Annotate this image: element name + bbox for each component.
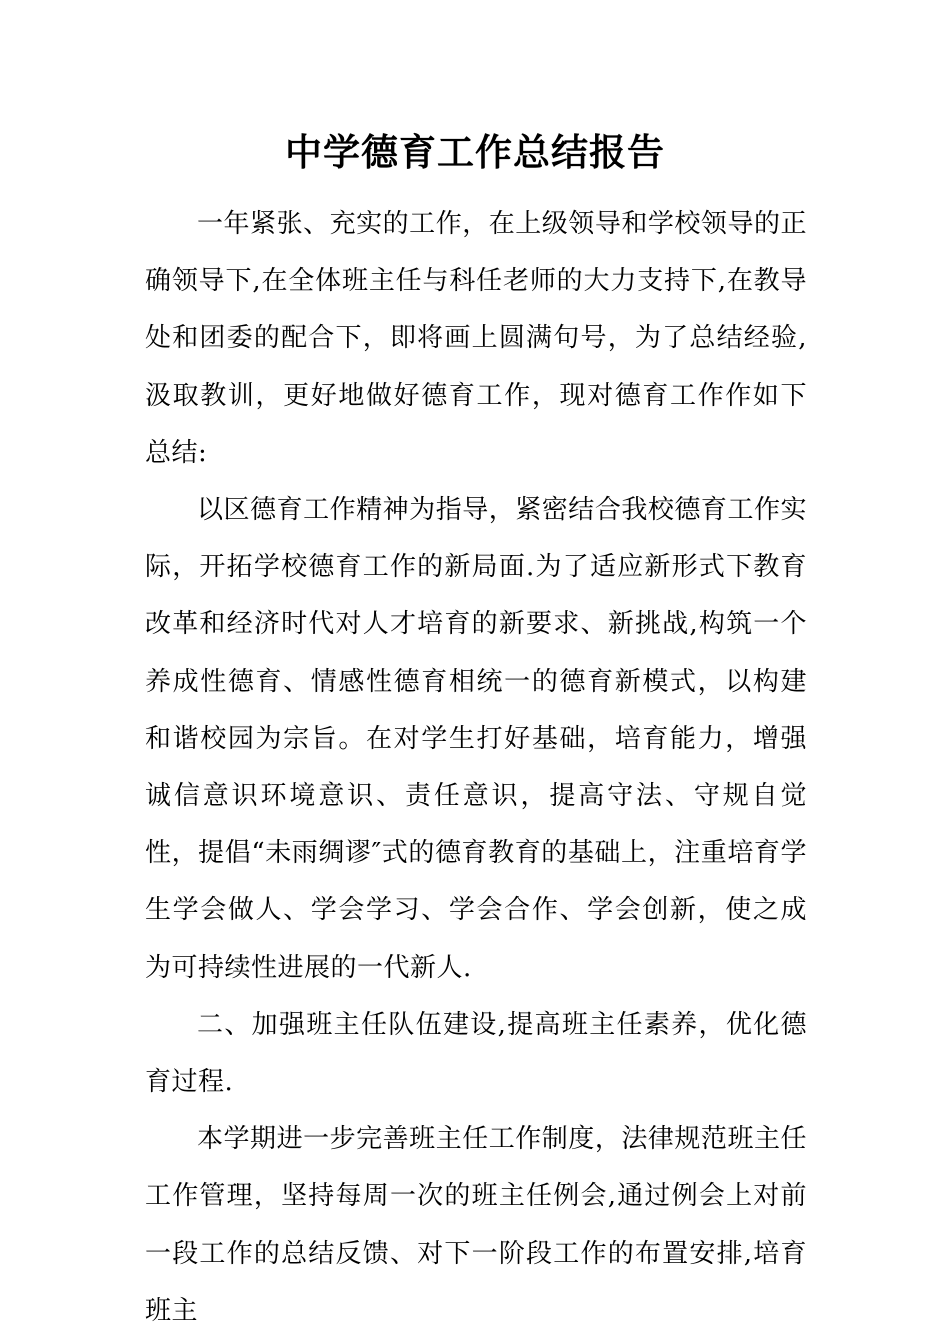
document-body <box>145 196 807 1340</box>
document-title: 中学德育工作总结报告 <box>285 131 665 174</box>
paragraph-guiding-principle: 以区德育工作精神为指导，紧密结合我校德育工作实际，开拓学校德育工作的新局面.为了适应新形式下教育改革和经济时代对人才培育的新要求、新挑战,构筑一个养成性德育、情感性德育相统一的德育新模式，以构建和谐校园为宗旨。在对学生打好基础，培育能力，增强诚信意识环境意识、责任意识，提高守法、守规自觉性，提倡“未雨绸谬″式的德育教育的基础上，注重培育学生学会做人、学会学习、学会合作、学会创新，使之成为可持续性进展的一代新人. <box>145 495 807 983</box>
section-heading-teacher-team: 二、加强班主任队伍建设,提高班主任素养，优化德育过程. <box>145 1009 807 1098</box>
paragraph-intro: 一年紧张、充实的工作，在上级领导和学校领导的正确领导下,在全体班主任与科任老师的大力支持下,在教导处和团委的配合下，即将画上圆满句号，为了总结经验,汲取教训，更好地做好德育工作，现对德育工作作如下总结: <box>145 209 807 468</box>
paragraph-teacher-system: 本学期进一步完善班主任工作制度，法律规范班主任工作管理，坚持每周一次的班主任例会,通过例会上对前一段工作的总结反馈、对下一阶段工作的布置安排,培育班主 <box>145 1124 807 1326</box>
